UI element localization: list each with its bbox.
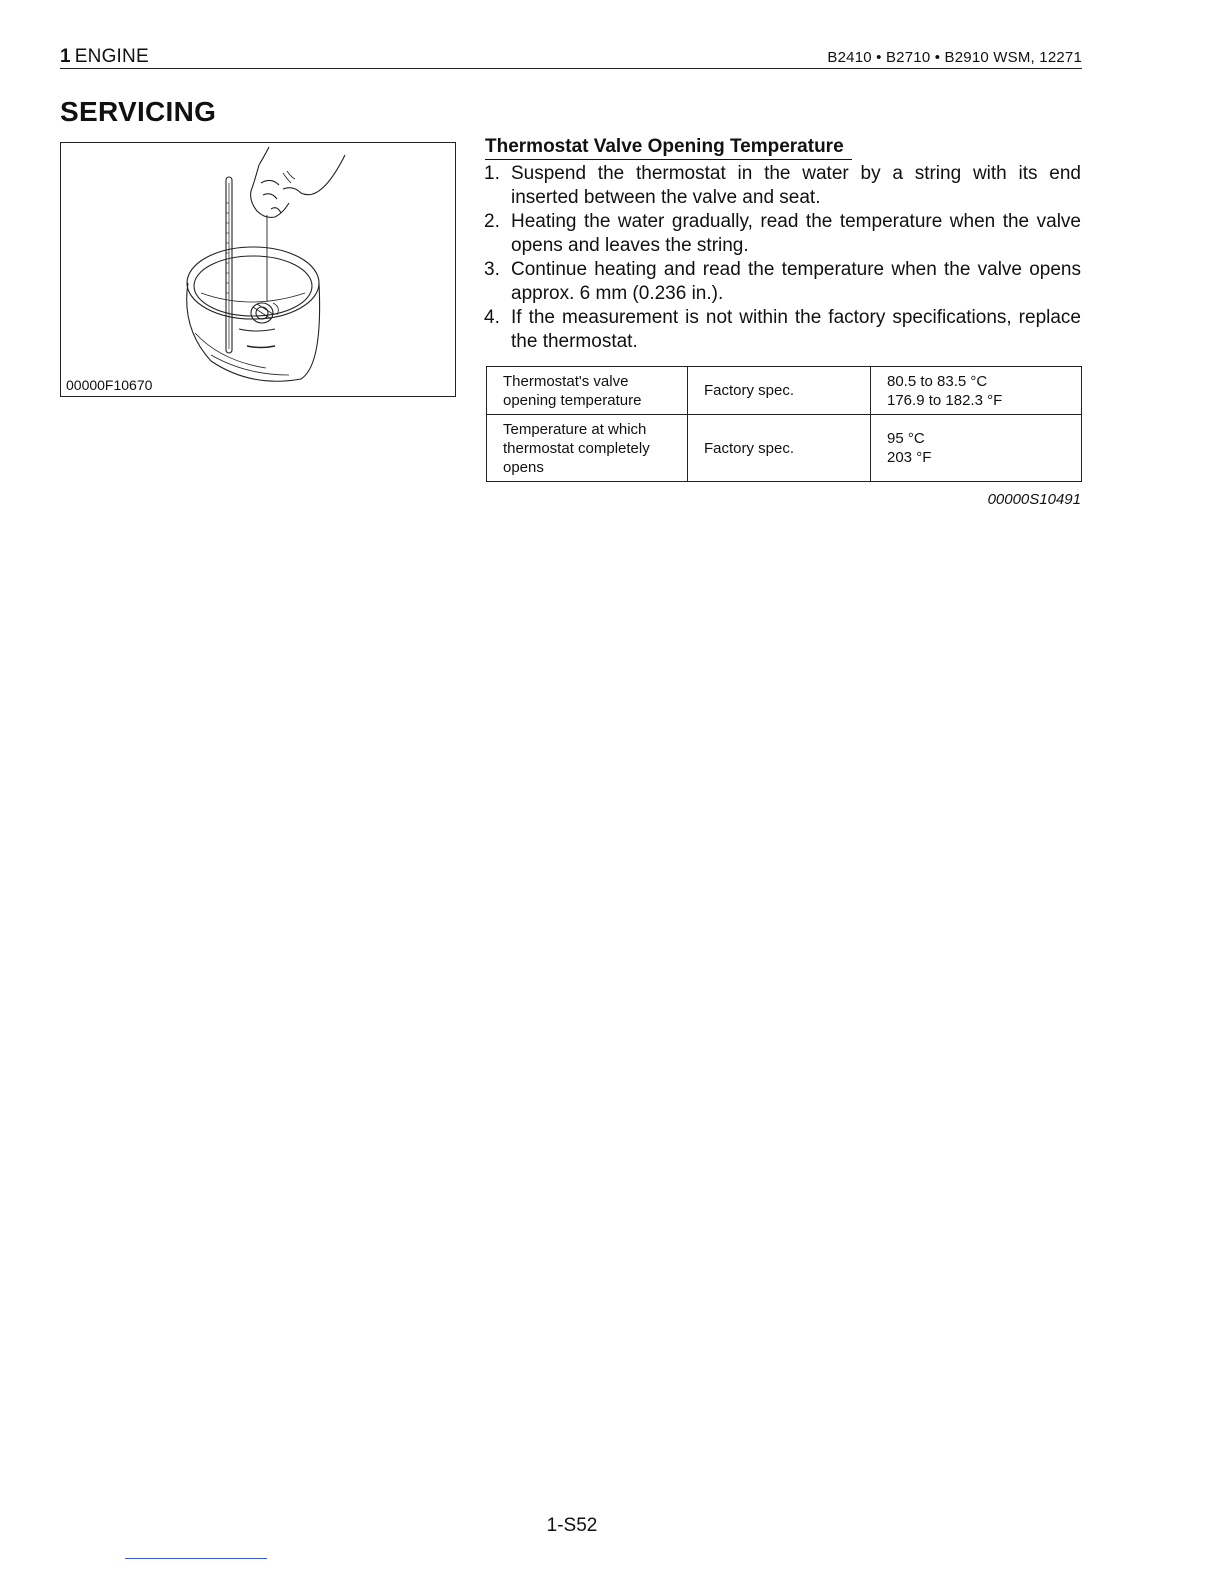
step-text: Heating the water gradually, read the temperature when the valve opens and leaves the string.	[511, 211, 1081, 256]
table-row	[487, 415, 1082, 482]
chapter-number: 1	[60, 46, 71, 67]
step-number: 3.	[484, 259, 500, 280]
spec-item: Temperature at which thermostat completely opens	[487, 415, 688, 482]
scan-artifact-line	[125, 1558, 267, 1559]
spec-value	[871, 415, 1082, 482]
spec-value-fahrenheit: 203 °F	[887, 449, 932, 466]
figure-box	[60, 142, 456, 397]
section-title: SERVICING	[60, 96, 217, 127]
table-row	[487, 367, 1082, 415]
page-header	[60, 46, 1082, 69]
spec-value	[871, 367, 1082, 415]
step-text: If the measurement is not within the factory specifications, replace the thermostat.	[511, 307, 1081, 352]
step-text: Continue heating and read the temperature when the valve opens approx. 6 mm (0.236 in.).	[511, 259, 1081, 304]
chapter-title: ENGINE	[74, 46, 149, 67]
spec-type: Factory spec.	[688, 415, 871, 482]
spec-type: Factory spec.	[688, 367, 871, 415]
page-number: 1-S52	[546, 1515, 598, 1536]
step-number: 2.	[484, 211, 500, 232]
step-item	[484, 162, 1081, 210]
step-text: Suspend the thermostat in the water by a string with its end inserted between the valve and seat.	[511, 163, 1081, 208]
procedure-steps	[484, 162, 1081, 354]
step-item	[484, 306, 1081, 354]
manual-reference: B2410 • B2710 • B2910 WSM, 12271	[827, 49, 1082, 66]
document-id: 00000S10491	[987, 491, 1081, 508]
thermostat-test-illustration	[61, 143, 456, 397]
step-item	[484, 258, 1081, 306]
step-number: 1.	[484, 163, 500, 184]
chapter-heading	[60, 46, 149, 68]
spec-value-celsius: 95 °C	[887, 430, 925, 447]
subsection-title: Thermostat Valve Opening Temperature	[485, 136, 852, 160]
step-number: 4.	[484, 307, 500, 328]
spec-value-fahrenheit: 176.9 to 182.3 °F	[887, 391, 1003, 409]
step-item	[484, 210, 1081, 258]
spec-value-celsius: 80.5 to 83.5 °C	[887, 372, 988, 390]
spec-item: Thermostat's valve opening temperature	[487, 367, 688, 415]
spec-table	[486, 366, 1082, 482]
figure-id: 00000F10670	[66, 377, 153, 393]
